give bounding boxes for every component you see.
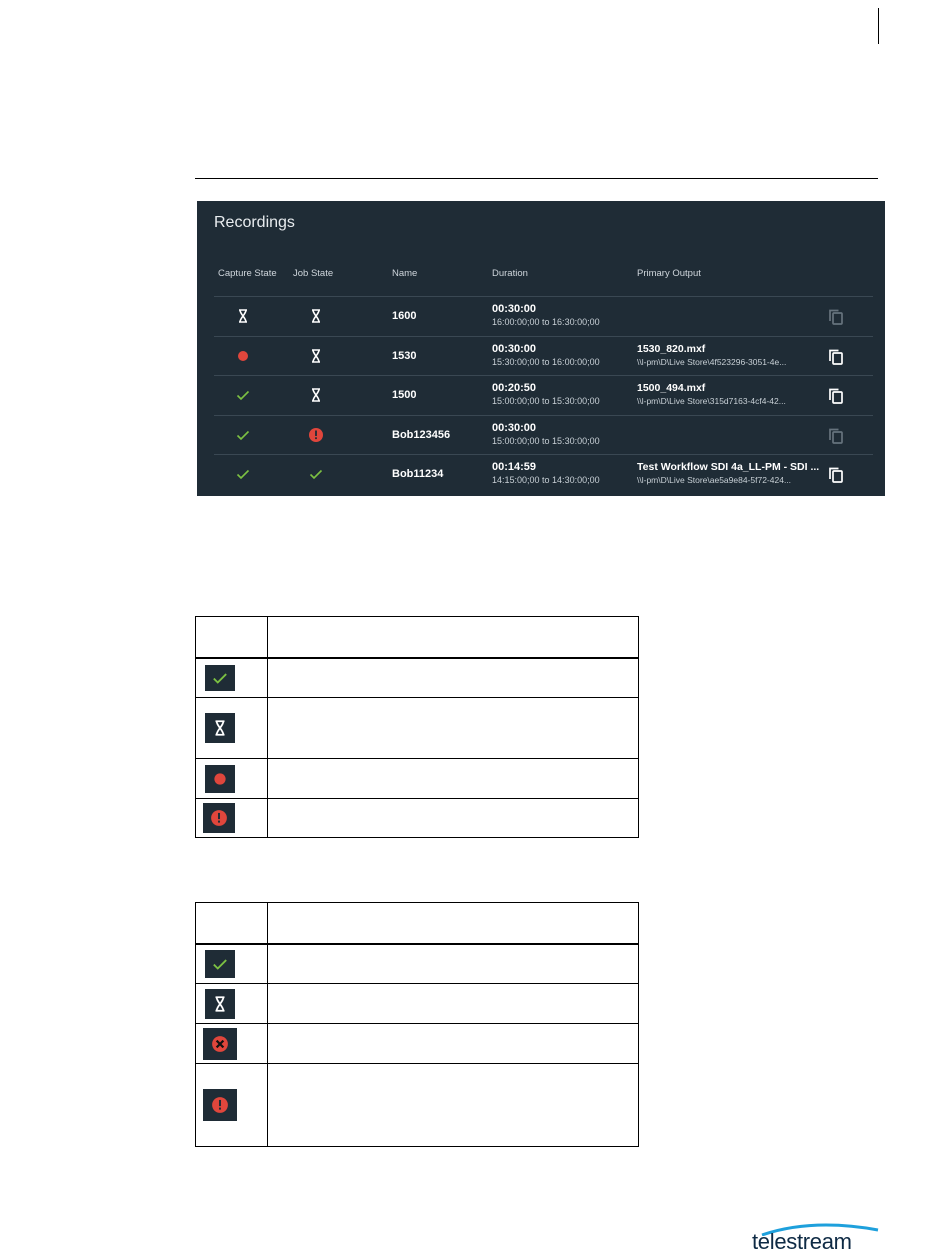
hourglass-icon — [308, 387, 324, 403]
recording-time-range: 15:00:00;00 to 15:30:00;00 — [492, 435, 600, 446]
record-dot-icon — [235, 348, 251, 364]
logo-text: telestream — [752, 1229, 852, 1254]
capture-state-legend-table — [195, 616, 639, 838]
check-icon — [235, 466, 251, 482]
record-dot-icon — [205, 765, 235, 793]
output-file-name: Test Workflow SDI 4a_LL-PM - SDI ... — [637, 461, 820, 473]
check-icon — [205, 665, 235, 691]
section-rule — [195, 178, 878, 179]
legend-cell — [196, 658, 268, 698]
panel-title: Recordings — [214, 214, 295, 231]
header-name[interactable]: Name — [392, 268, 418, 279]
recording-duration: 00:14:59 — [492, 461, 537, 473]
recording-row[interactable] — [214, 375, 873, 415]
recording-row[interactable] — [214, 296, 873, 336]
recording-duration: 00:30:00 — [492, 303, 537, 315]
output-file-path: \\l-pm\D\Live Store\ae5a9e84-5f72-424... — [637, 475, 792, 485]
output-file-path: \\l-pm\D\Live Store\4f523296-3051-4e... — [637, 356, 787, 367]
output-file-name: 1530_820.mxf — [637, 342, 706, 355]
recording-time-range: 14:15:00;00 to 14:30:00;00 — [492, 475, 600, 485]
recording-name: 1600 — [392, 310, 417, 322]
recording-name: Bob123456 — [392, 428, 451, 441]
header-primary-output[interactable]: Primary Output — [637, 268, 701, 279]
job-state-legend-table — [195, 902, 639, 1147]
hourglass-icon — [235, 308, 251, 324]
error-icon — [203, 803, 235, 833]
hourglass-icon — [308, 308, 324, 324]
hourglass-icon — [205, 713, 235, 743]
recording-row[interactable] — [214, 336, 873, 376]
check-icon — [205, 950, 235, 978]
recording-duration: 00:20:50 — [492, 382, 537, 394]
hourglass-icon — [308, 348, 324, 364]
page-edge-line — [878, 8, 879, 44]
recording-time-range: 16:00:00;00 to 16:30:00;00 — [492, 317, 600, 327]
recording-name: Bob11234 — [392, 468, 444, 480]
check-icon — [235, 427, 251, 443]
recording-name: 1530 — [392, 349, 417, 362]
copy-icon — [826, 307, 846, 327]
check-icon — [235, 387, 251, 403]
recording-time-range: 15:30:00;00 to 16:00:00;00 — [492, 356, 600, 367]
error-icon — [308, 427, 324, 443]
recording-row[interactable] — [214, 415, 873, 455]
copy-icon[interactable] — [826, 386, 846, 406]
copy-icon[interactable] — [826, 465, 846, 485]
header-duration[interactable]: Duration — [492, 268, 528, 279]
recording-duration: 00:30:00 — [492, 342, 537, 355]
output-file-path: \\l-pm\D\Live Store\315d7163-4cf4-42... — [637, 396, 786, 406]
header-capture-state[interactable]: Capture State — [218, 268, 277, 279]
copy-icon — [826, 426, 846, 446]
check-icon — [308, 466, 324, 482]
hourglass-icon — [205, 989, 235, 1019]
recordings-panel — [197, 201, 885, 496]
header-job-state[interactable]: Job State — [293, 268, 334, 279]
copy-icon[interactable] — [826, 347, 846, 367]
recording-time-range: 15:00:00;00 to 15:30:00;00 — [492, 396, 600, 406]
recording-row[interactable] — [214, 454, 873, 494]
error-icon — [203, 1089, 237, 1121]
failed-x-icon — [203, 1028, 237, 1060]
telestream-logo — [752, 1222, 882, 1252]
recording-duration: 00:30:00 — [492, 421, 537, 434]
recording-name: 1500 — [392, 389, 417, 401]
output-file-name: 1500_494.mxf — [637, 382, 706, 394]
